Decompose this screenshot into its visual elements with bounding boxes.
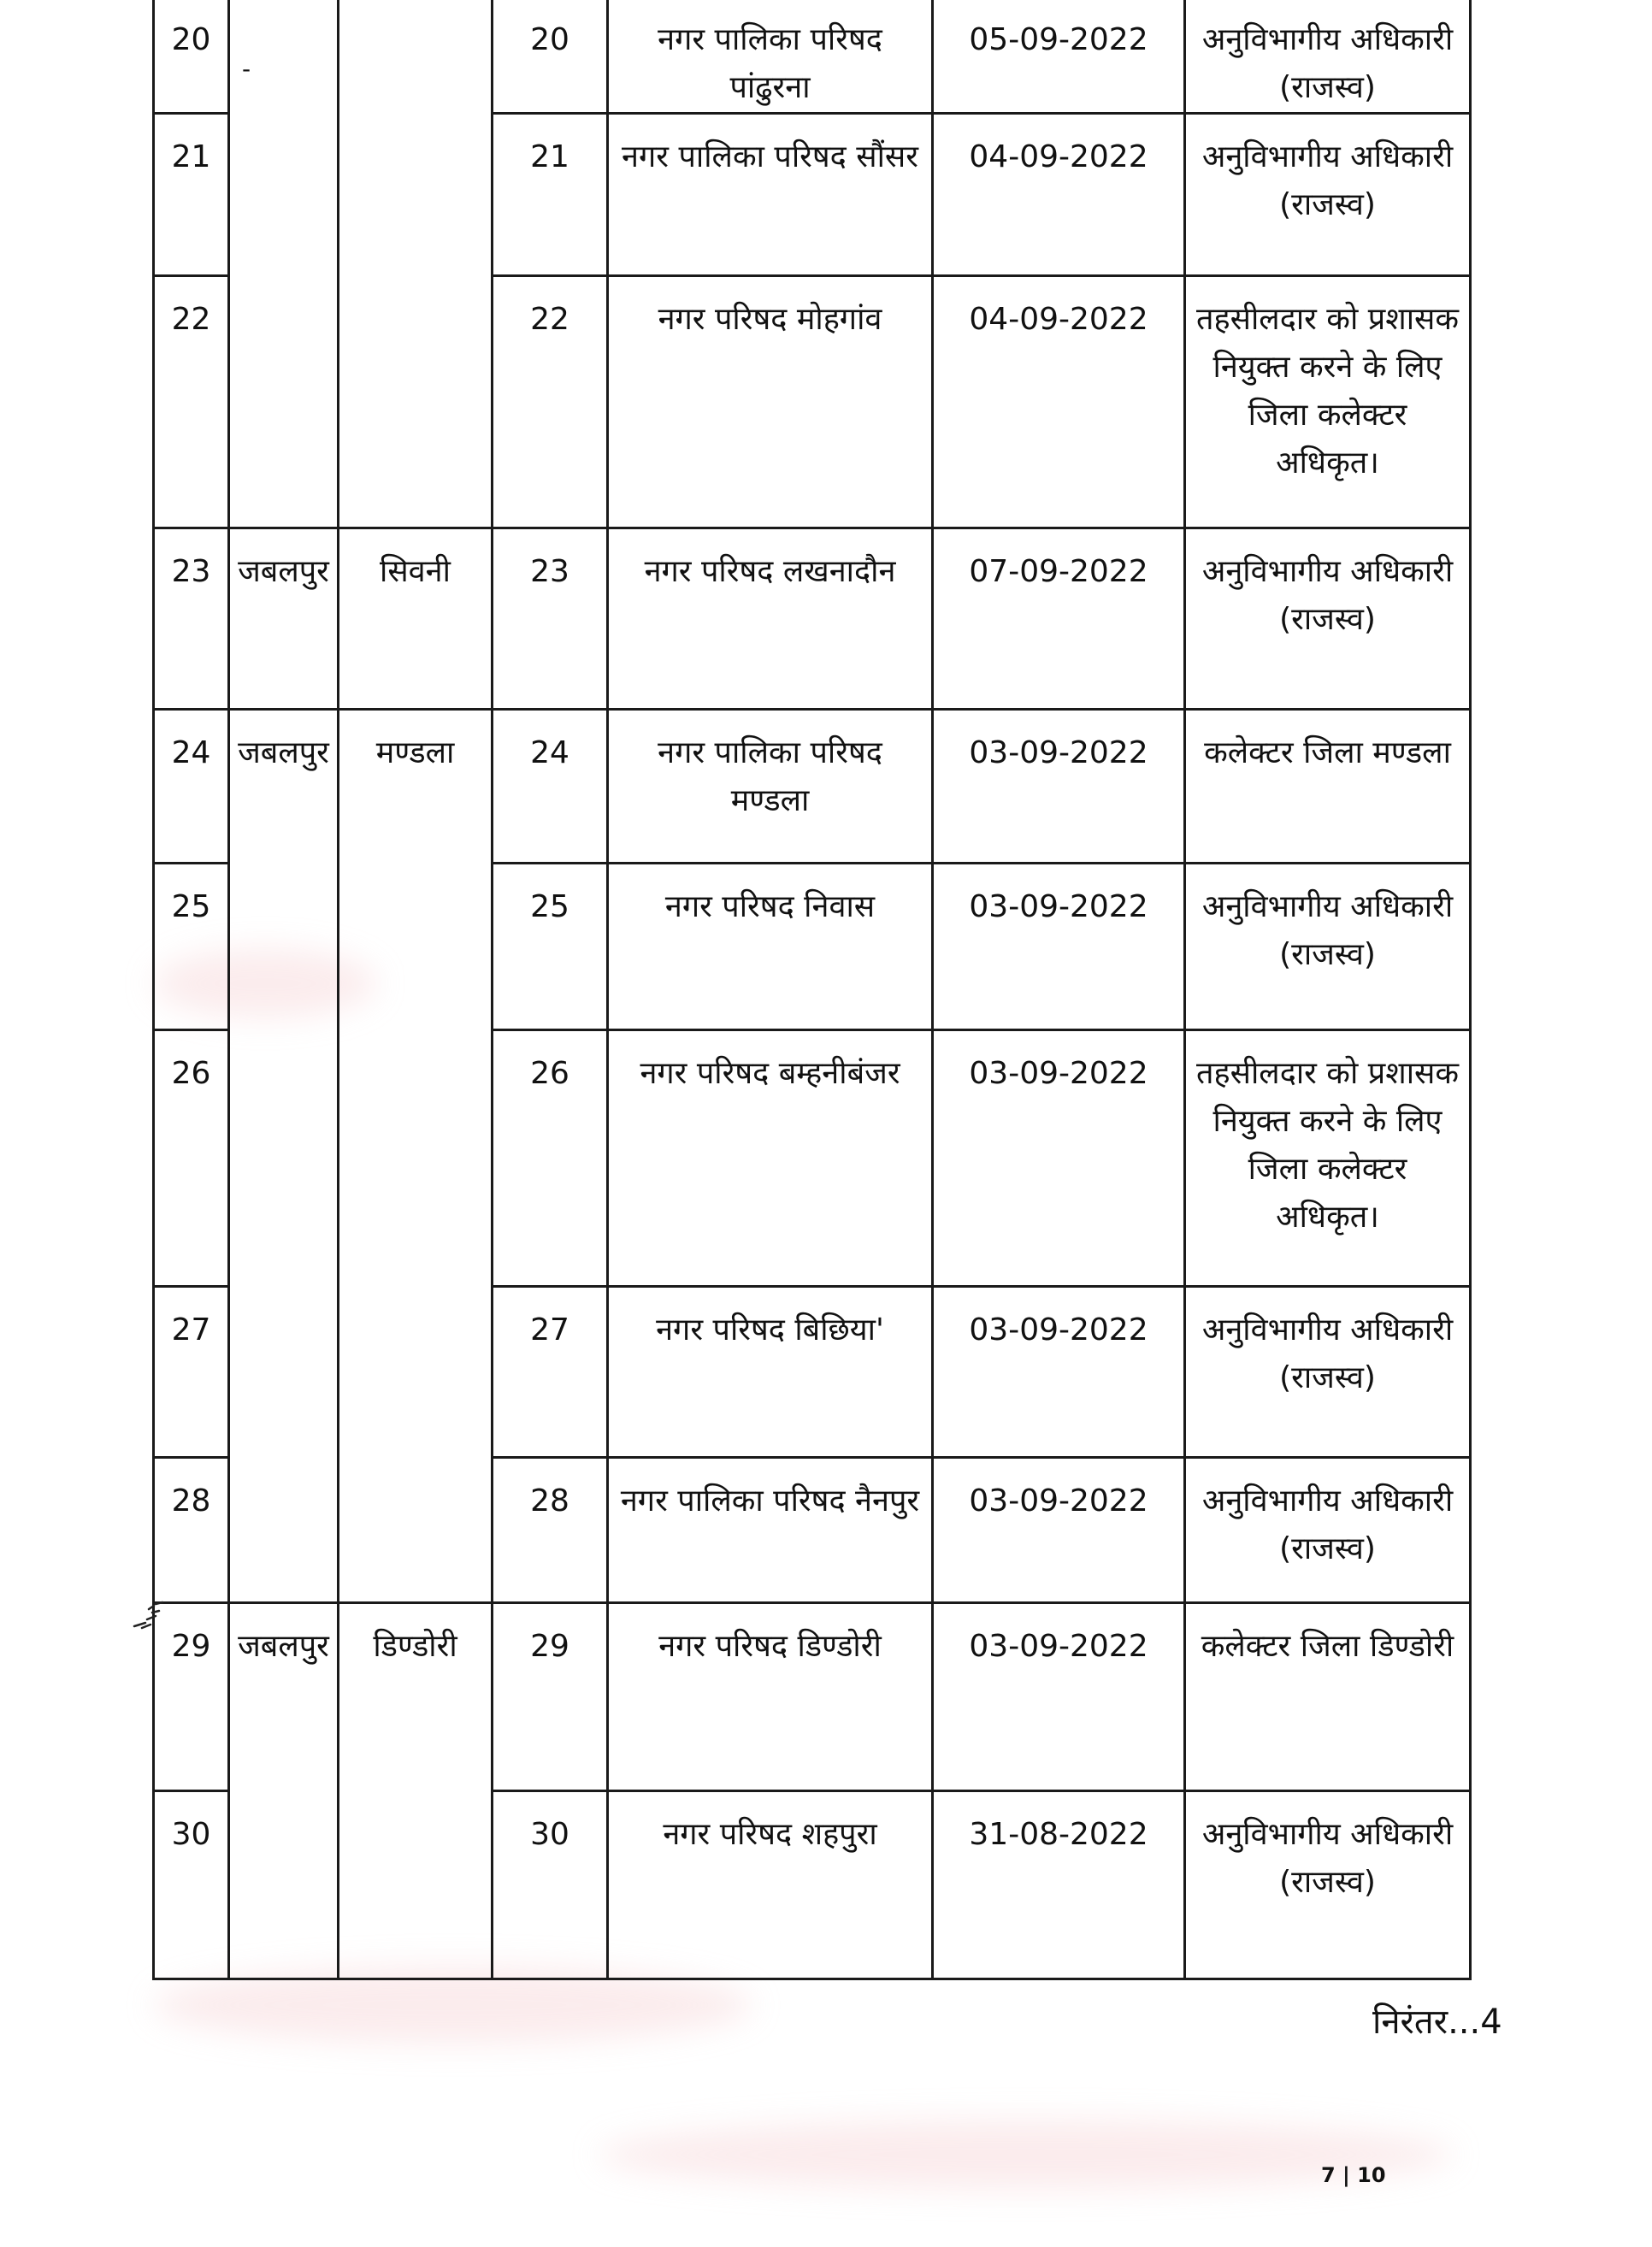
body-number: 23 bbox=[493, 528, 608, 710]
term-end-date: 03-09-2022 bbox=[933, 1603, 1185, 1791]
serial-number: 22 bbox=[154, 276, 229, 528]
body-number: 20 bbox=[493, 0, 608, 114]
serial-number: 21 bbox=[154, 114, 229, 276]
term-end-date: 31-08-2022 bbox=[933, 1791, 1185, 1979]
district-cell bbox=[339, 0, 493, 528]
table-row bbox=[154, 710, 1471, 864]
body-number: 29 bbox=[493, 1603, 608, 1791]
municipal-body: नगर परिषद शहपुरा bbox=[608, 1791, 933, 1979]
administrator-authority: अनुविभागीय अधिकारी (राजस्व) bbox=[1185, 114, 1471, 276]
body-number: 21 bbox=[493, 114, 608, 276]
term-end-date: 05-09-2022 bbox=[933, 0, 1185, 114]
serial-number: 29 bbox=[154, 1603, 229, 1791]
municipal-body: नगर पालिका परिषद मण्डला bbox=[608, 710, 933, 864]
term-end-date: 03-09-2022 bbox=[933, 1287, 1185, 1458]
district-cell: सिवनी bbox=[339, 528, 493, 710]
body-number: 28 bbox=[493, 1458, 608, 1603]
stray-mark: - bbox=[242, 55, 251, 83]
division-cell: जबलपुर bbox=[229, 528, 339, 710]
table-row bbox=[154, 528, 1471, 710]
body-number: 25 bbox=[493, 864, 608, 1030]
division-cell: जबलपुर bbox=[229, 710, 339, 1603]
term-end-date: 03-09-2022 bbox=[933, 1458, 1185, 1603]
municipal-body: नगर परिषद डिण्डोरी bbox=[608, 1603, 933, 1791]
administrator-authority: अनुविभागीय अधिकारी (राजस्व) bbox=[1185, 1791, 1471, 1979]
municipal-body: नगर परिषद मोहगांव bbox=[608, 276, 933, 528]
table-row bbox=[154, 0, 1471, 114]
district-cell: मण्डला bbox=[339, 710, 493, 1603]
body-number: 26 bbox=[493, 1030, 608, 1287]
administrator-authority: अनुविभागीय अधिकारी (राजस्व) bbox=[1185, 1287, 1471, 1458]
administrator-authority: कलेक्टर जिला डिण्डोरी bbox=[1185, 1603, 1471, 1791]
municipal-body: नगर पालिका परिषद सौंसर bbox=[608, 114, 933, 276]
term-end-date: 03-09-2022 bbox=[933, 864, 1185, 1030]
municipal-body: नगर परिषद निवास bbox=[608, 864, 933, 1030]
municipal-body: नगर परिषद बम्हनीबंजर bbox=[608, 1030, 933, 1287]
ink-scribble-icon bbox=[130, 1601, 177, 1635]
administrator-authority: अनुविभागीय अधिकारी (राजस्व) bbox=[1185, 864, 1471, 1030]
administrator-authority: तहसीलदार को प्रशासक नियुक्त करने के लिए जिला कलेक्टर अधिकृत। bbox=[1185, 276, 1471, 528]
municipal-body: नगर पालिका परिषद नैनपुर bbox=[608, 1458, 933, 1603]
district-cell: डिण्डोरी bbox=[339, 1603, 493, 1979]
body-number: 27 bbox=[493, 1287, 608, 1458]
term-end-date: 03-09-2022 bbox=[933, 1030, 1185, 1287]
serial-number: 28 bbox=[154, 1458, 229, 1603]
administrator-authority: अनुविभागीय अधिकारी (राजस्व) bbox=[1185, 1458, 1471, 1603]
municipal-body: नगर पालिका परिषद पांढुरना bbox=[608, 0, 933, 114]
body-number: 30 bbox=[493, 1791, 608, 1979]
continued-note: निरंतर...4 bbox=[1372, 2002, 1502, 2042]
body-number: 24 bbox=[493, 710, 608, 864]
municipal-body: नगर परिषद बिछिया' bbox=[608, 1287, 933, 1458]
serial-number: 20 bbox=[154, 0, 229, 114]
serial-number: 25 bbox=[154, 864, 229, 1030]
division-cell: जबलपुर bbox=[229, 1603, 339, 1979]
term-end-date: 04-09-2022 bbox=[933, 276, 1185, 528]
table-row bbox=[154, 1603, 1471, 1791]
administrator-authority: तहसीलदार को प्रशासक नियुक्त करने के लिए जिला कलेक्टर अधिकृत। bbox=[1185, 1030, 1471, 1287]
administrator-authority: कलेक्टर जिला मण्डला bbox=[1185, 710, 1471, 864]
term-end-date: 04-09-2022 bbox=[933, 114, 1185, 276]
serial-number: 26 bbox=[154, 1030, 229, 1287]
serial-number: 27 bbox=[154, 1287, 229, 1458]
municipal-body: नगर परिषद लखनादौन bbox=[608, 528, 933, 710]
body-number: 22 bbox=[493, 276, 608, 528]
municipal-bodies-table bbox=[152, 0, 1472, 1980]
term-end-date: 03-09-2022 bbox=[933, 710, 1185, 864]
term-end-date: 07-09-2022 bbox=[933, 528, 1185, 710]
administrator-authority: अनुविभागीय अधिकारी (राजस्व) bbox=[1185, 528, 1471, 710]
serial-number: 24 bbox=[154, 710, 229, 864]
administrator-authority: अनुविभागीय अधिकारी (राजस्व) bbox=[1185, 0, 1471, 114]
page-number: 7 | 10 bbox=[1321, 2163, 1386, 2187]
serial-number: 23 bbox=[154, 528, 229, 710]
serial-number: 30 bbox=[154, 1791, 229, 1979]
